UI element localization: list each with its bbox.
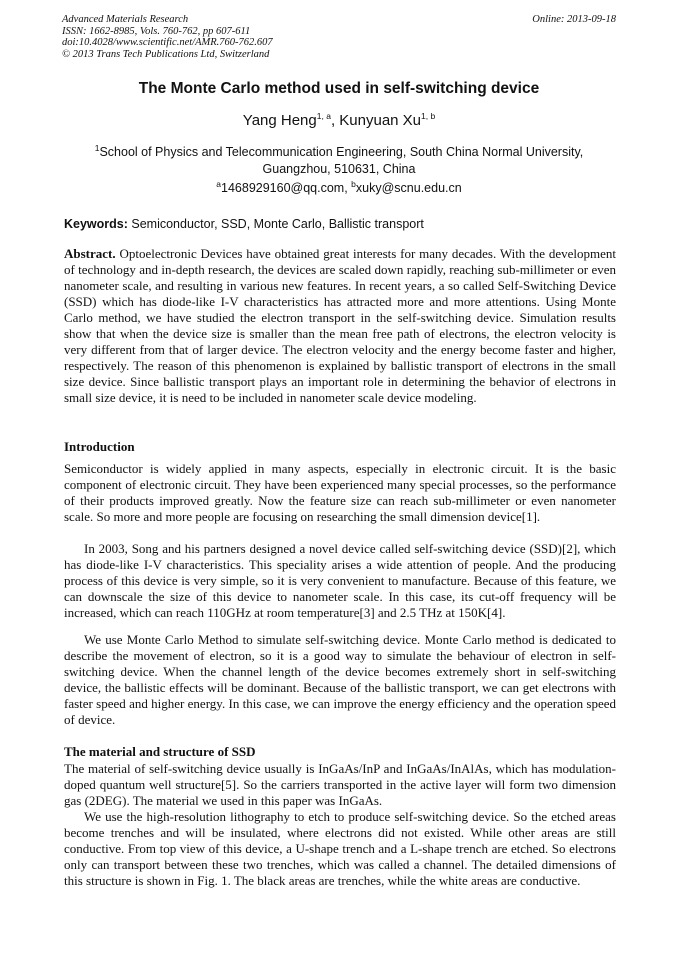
paragraph: We use Monte Carlo Method to simulate self-switching device. Monte Carlo method is dedicated to describe the movement of electron, so it is a good way to simulate the behaviour of electron in self-switching device. When the channel length of the device becomes extremely short in self-switching device, the ballistic effects will be dominant. Because of the ballistic transport, we can get electrons with faster speed and higher energy. In this case, we can improve the energy efficiency and the operation speed of device.: [64, 632, 616, 727]
abstract-text: Optoelectronic Devices have obtained great interests for many decades. With the development of technology and in-depth research, the devices are scaled down rapidly, reaching sub-millimeter or even nanometer scale, and resulting in various new features. In recent years, a so called Self-Switching Device (SSD) which has diode-like I-V characteristics has attracted more and more attentions. Using Monte Carlo method, we have studied the electron transport in the self-switching device. Simulation results show that when the device size is smaller than the mean free path of electrons, the electron velocity is very different from that of larger device. The electron velocity and the energy become faster and higher, respectively. The reason of this phenomenon is explained by ballistic transport of electrons in the small size device. Since ballistic transport plays an important role in determining the behavior of electrons in small size device, it is need to be included in nanometer scale device modeling.: [64, 246, 616, 405]
paper-title: The Monte Carlo method used in self-switching device: [138, 80, 540, 97]
paragraph: Semiconductor is widely applied in many aspects, especially in electronic circuit. It is the basic component of electronic circuit. They have been experienced many special processes, so the performance of their products improved greatly. Now the feature size can reach sub-millimeter or even nanometer scale. So more and more people are focusing on researching the small dimension device[1].: [64, 461, 616, 524]
online-date: Online: 2013-09-18: [532, 14, 616, 25]
author-separator: ,: [330, 112, 340, 129]
copyright-line: © 2013 Trans Tech Publications Ltd, Switzerland: [62, 48, 270, 60]
email-sup: a: [216, 178, 222, 189]
section-heading: The material and structure of SSD: [64, 744, 256, 759]
affiliation-line: Guangzhou, 510631, China: [262, 162, 416, 176]
journal-name: Advanced Materials Research: [62, 14, 189, 25]
keywords-label: Keywords:: [64, 217, 128, 231]
email-address[interactable]: 1468929160@qq.com: [221, 181, 345, 195]
paragraph: The material of self-switching device usually is InGaAs/InP and InGaAs/InAlAs, which has modulation-doped quantum well structure[5]. So the carriers transported in the active layer will form two dimension gas (2DEG). The material we used in this paper was InGaAs.: [64, 761, 616, 808]
author-line: [0, 112, 678, 129]
section-heading: Introduction: [64, 439, 135, 454]
issn-line: ISSN: 1662-8985, Vols. 760-762, pp 607-611: [62, 25, 251, 37]
keywords-text: Semiconductor, SSD, Monte Carlo, Ballistic transport: [127, 217, 424, 231]
paragraph: In 2003, Song and his partners designed a novel device called self-switching device (SSD)[2], which has diode-like I-V characteristics. This speciality arises a wide attention of people. And the producing process of this device is very simple, so it is very convenient to manufacture. Because of this feature, we can downscale the size of this device to nanometer scale. In this case, its cut-off frequency will be increased, which can reach 110GHz at room temperature[3] and 2.5 THz at 150K[4].: [64, 541, 616, 620]
email-sup: b: [351, 178, 356, 189]
author-name: Kunyuan Xu: [339, 112, 422, 129]
email-address[interactable]: xuky@scnu.edu.cn: [355, 181, 462, 195]
paragraph: We use the high-resolution lithography to etch to produce self-switching device. So the etched areas become trenches and will be insulated, where electrons did not existed. While other areas are still conductive. From top view of this device, a U-shape trench and a L-shape trench are etched. So electrons only can transport between these two trenches, which was called a channel. The detailed dimensions of this structure is shown in Fig. 1. The black areas are trenches, while the white areas are conductive.: [64, 809, 616, 888]
author-affil-sup: 1, a: [316, 111, 331, 121]
affiliation-line: School of Physics and Telecommunication Engineering, South China Normal University,: [99, 145, 584, 159]
abstract-label: Abstract.: [64, 246, 116, 261]
abstract: [64, 246, 616, 406]
page-header: [62, 14, 616, 60]
affiliation-sup: 1: [94, 142, 100, 153]
doi-line: doi:10.4028/www.scientific.net/AMR.760-762.607: [62, 37, 273, 48]
affiliation: [0, 144, 678, 178]
keywords: [64, 217, 616, 231]
author-name: Yang Heng: [242, 112, 317, 129]
email-separator: ,: [344, 181, 352, 195]
author-affil-sup: 1, b: [421, 111, 436, 121]
email-line: [0, 178, 678, 195]
